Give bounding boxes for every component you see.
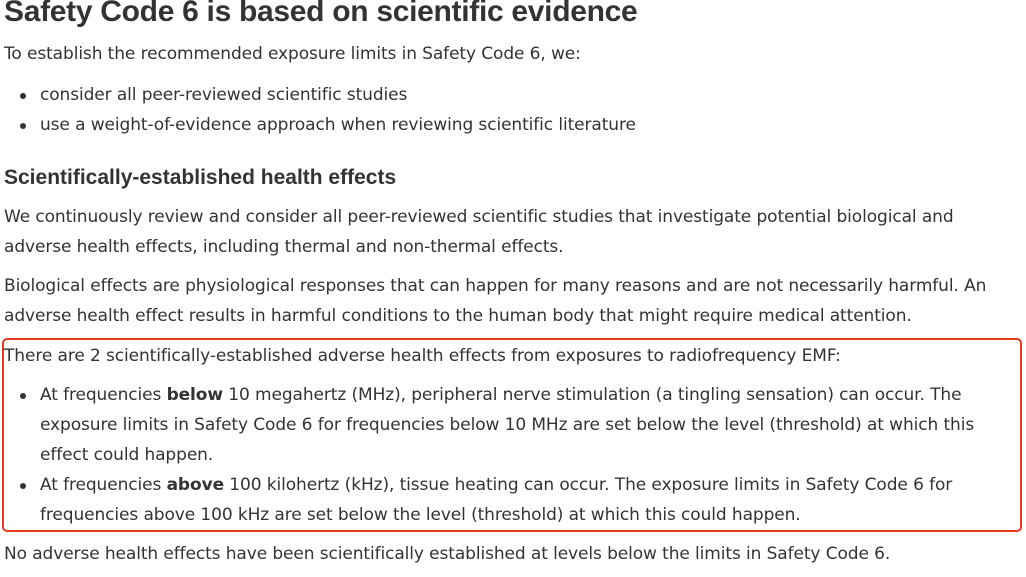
effect-emphasis: below [166,385,223,405]
adverse-effects-intro: There are 2 scientifically-established adverse health effects from exposures to radiofrequency EMF: [4,346,841,366]
effect-text: 10 megahertz (MHz), peripheral nerve stimulation (a tingling sensation) can occur. The exposure limits in Safety Code 6 for frequencies below 10 MHz are set below the level (threshold) at which this effect could happen. [40,385,975,465]
conclusion-paragraph: No adverse health effects have been scientifically established at levels below the limits in Safety Code 6. [4,544,891,564]
page-title: Safety Code 6 is based on scientific evidence [4,0,638,28]
list-item-below-10mhz [4,380,1026,470]
list-item: use a weight-of-evidence approach when reviewing scientific literature [4,110,636,140]
section-heading: Scientifically-established health effects [4,166,397,189]
review-paragraph: We continuously review and consider all peer-reviewed scientific studies that investigate potential biological and adverse health effects, including thermal and non-thermal effects. [4,207,954,257]
approach-list [4,80,636,140]
list-item-above-100khz [4,470,1026,530]
effect-prefix: At frequencies [40,385,167,405]
biological-effects-paragraph: Biological effects are physiological responses that can happen for many reasons and are not necessarily harmful. An adverse health effect results in harmful conditions to the human body that might require medical attention. [4,276,987,326]
effect-text: 100 kilohertz (kHz), tissue heating can occur. The exposure limits in Safety Code 6 for frequencies above 100 kHz are set below the level (threshold) at which this could happen. [40,475,953,525]
effect-emphasis: above [166,475,224,495]
adverse-effects-list [4,380,1026,530]
effect-prefix: At frequencies [40,475,167,495]
list-item: consider all peer-reviewed scientific studies [4,80,636,110]
intro-paragraph: To establish the recommended exposure limits in Safety Code 6, we: [4,44,581,64]
